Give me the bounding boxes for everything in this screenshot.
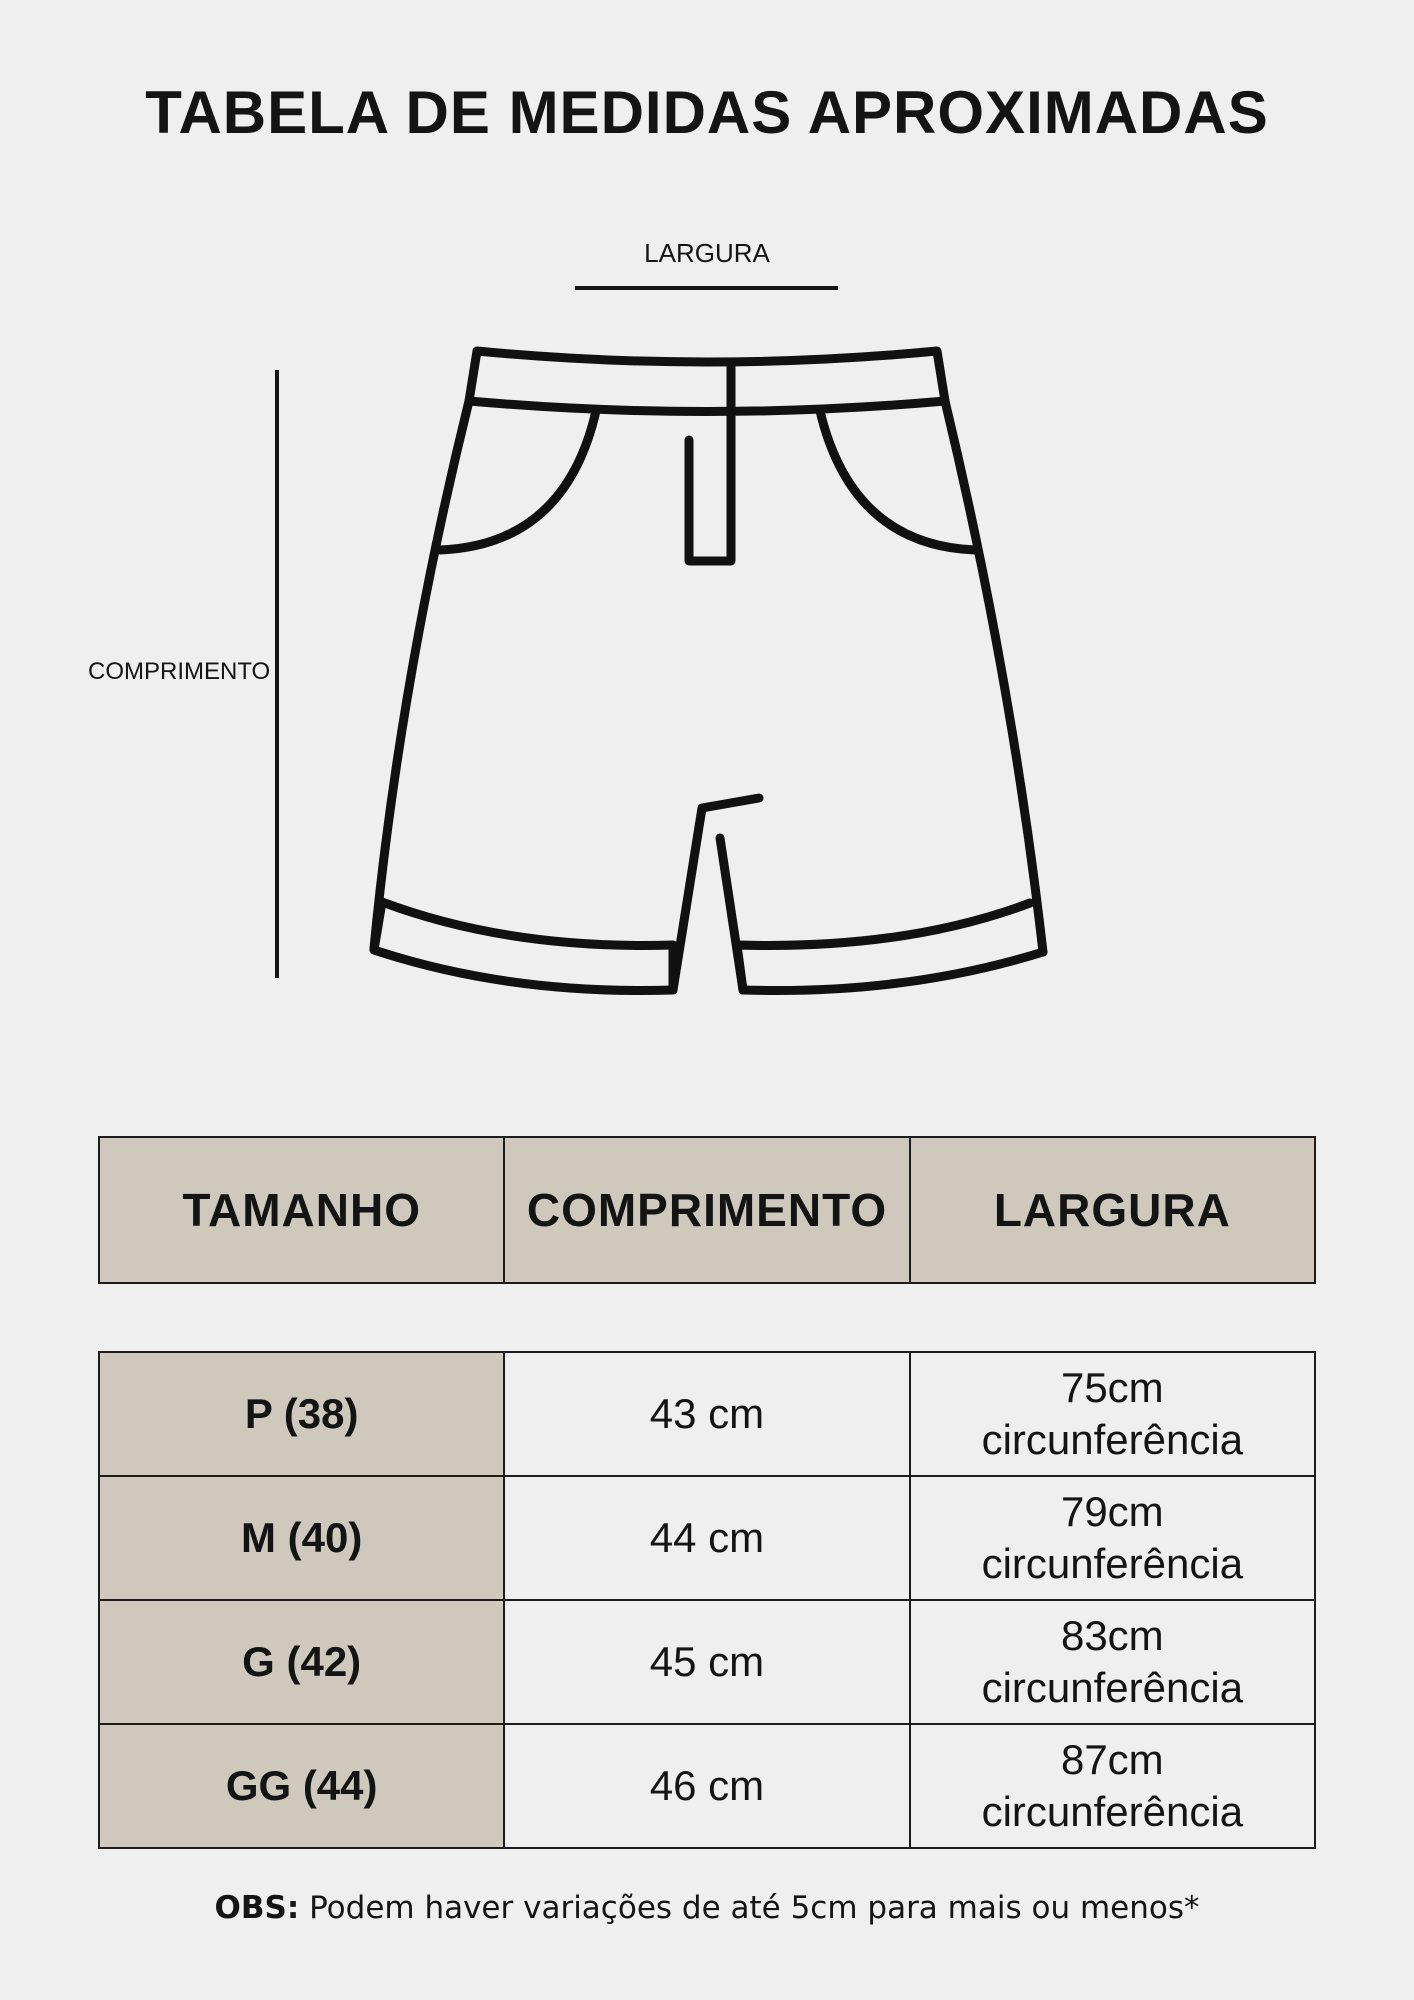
- table-row: [99, 1476, 1315, 1600]
- size-table-header: [98, 1136, 1316, 1284]
- header-size: TAMANHO: [99, 1137, 504, 1283]
- width-value: 83cm: [1060, 1612, 1164, 1659]
- length-cell: 44 cm: [504, 1476, 909, 1600]
- width-unit: circunferência: [981, 1416, 1244, 1463]
- size-cell: G (42): [99, 1600, 504, 1724]
- width-unit: circunferência: [981, 1540, 1244, 1587]
- table-row: [99, 1600, 1315, 1724]
- obs-label: OBS:: [214, 1890, 300, 1926]
- width-unit: circunferência: [981, 1788, 1244, 1835]
- table-row: [99, 1352, 1315, 1476]
- length-cell: 45 cm: [504, 1600, 909, 1724]
- fly: [689, 414, 731, 561]
- waistband: [469, 351, 945, 412]
- left-hem: [374, 902, 673, 991]
- width-value: 87cm: [1060, 1736, 1164, 1783]
- width-unit: circunferência: [981, 1664, 1244, 1711]
- left-side-seam: [374, 401, 469, 948]
- width-value: 75cm: [1060, 1364, 1164, 1411]
- table-row: [99, 1724, 1315, 1848]
- header-width: LARGURA: [910, 1137, 1315, 1283]
- width-label: LARGURA: [644, 238, 770, 268]
- header-length: COMPRIMENTO: [504, 1137, 909, 1283]
- right-side-seam: [945, 401, 1043, 952]
- width-cell: [910, 1724, 1315, 1848]
- size-table: [98, 1351, 1316, 1849]
- length-label: COMPRIMENTO: [88, 658, 271, 685]
- width-value: 79cm: [1060, 1488, 1164, 1535]
- size-cell: M (40): [99, 1476, 504, 1600]
- width-cell: [910, 1600, 1315, 1724]
- width-cell: [910, 1476, 1315, 1600]
- right-inseam: [720, 838, 743, 990]
- length-cell: 46 cm: [504, 1724, 909, 1848]
- obs-text: Podem haver variações de até 5cm para mais ou menos*: [299, 1890, 1200, 1926]
- left-inseam: [673, 798, 759, 990]
- size-cell: P (38): [99, 1352, 504, 1476]
- length-cell: 43 cm: [504, 1352, 909, 1476]
- page-title: TABELA DE MEDIDAS APROXIMADAS: [145, 79, 1269, 146]
- observation-note: [0, 1890, 1414, 1926]
- width-cell: [910, 1352, 1315, 1476]
- size-cell: GG (44): [99, 1724, 504, 1848]
- right-hem: [737, 903, 1043, 991]
